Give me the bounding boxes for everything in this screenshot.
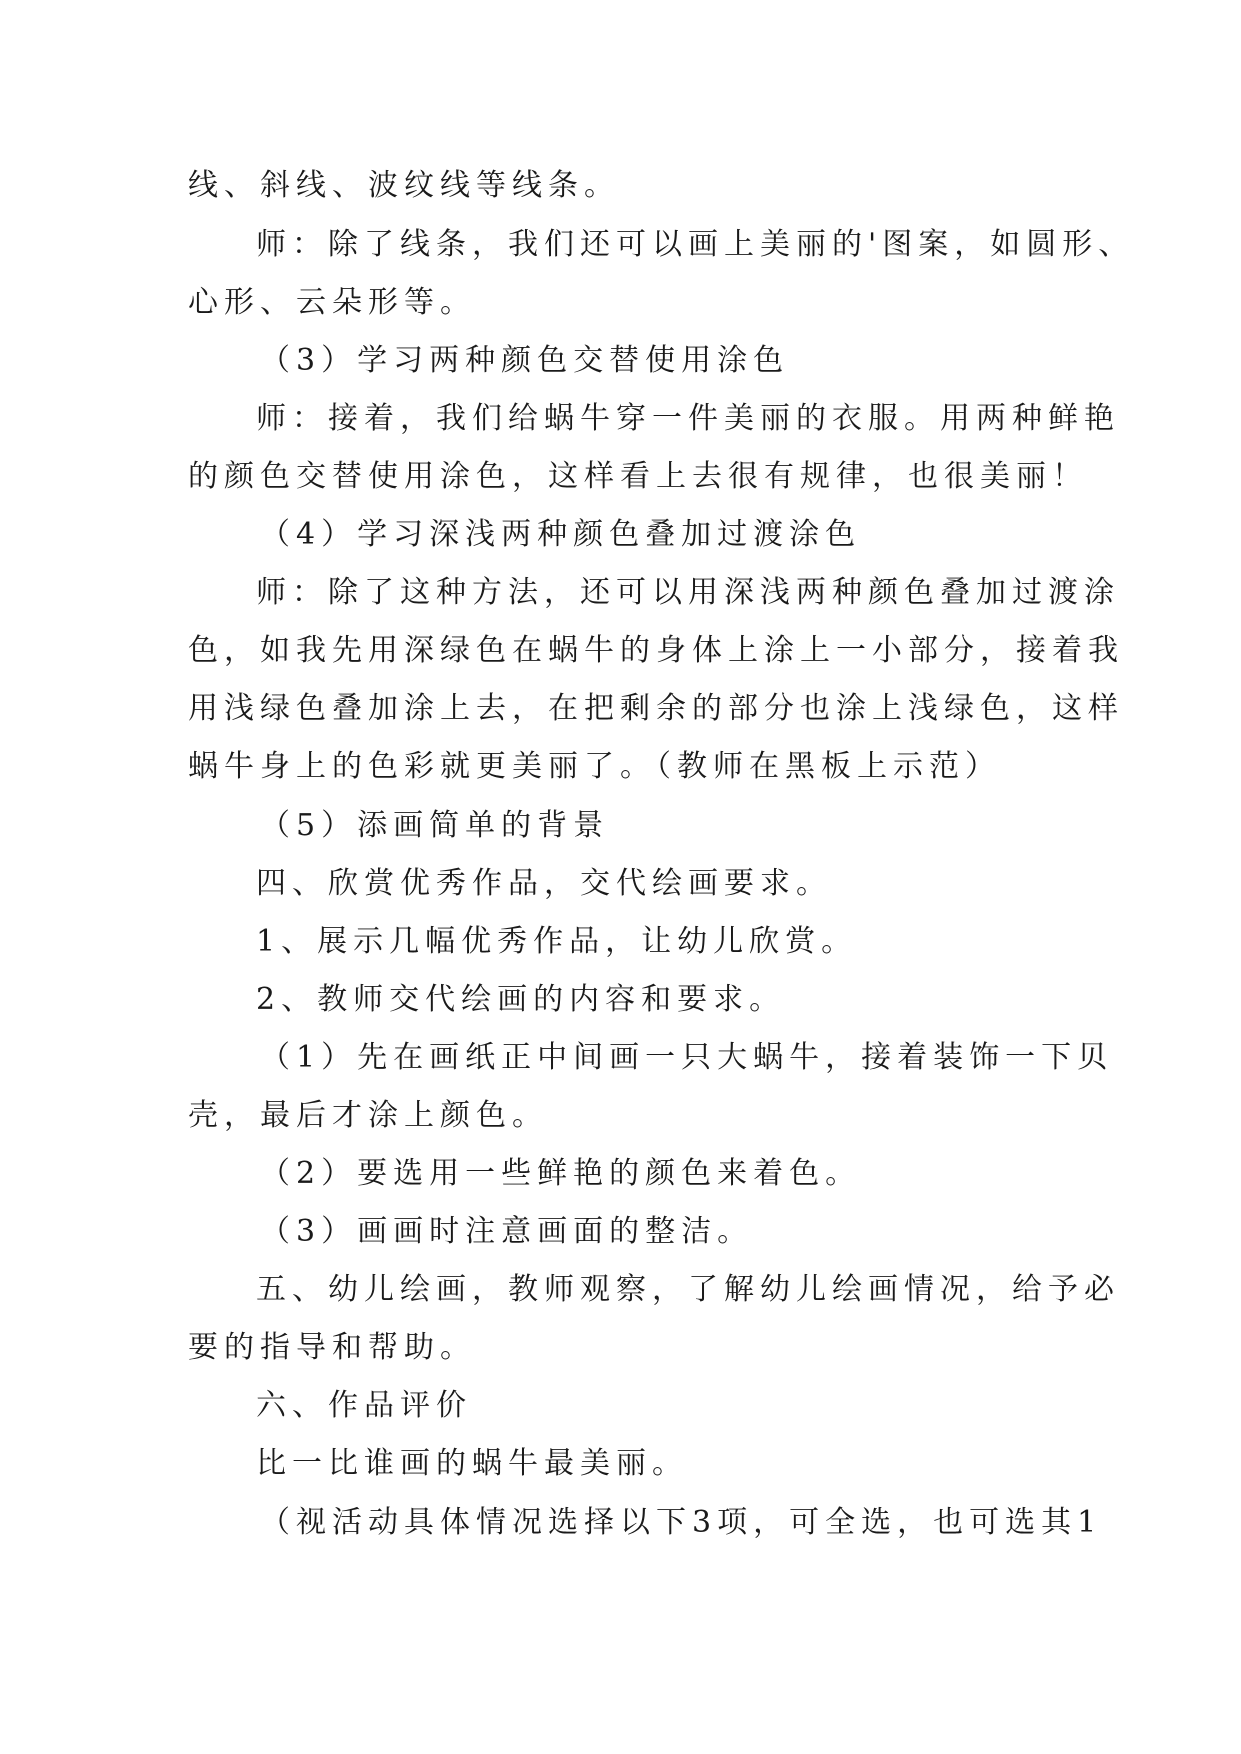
- text-line: 壳，最后才涂上颜色。: [188, 1098, 548, 1133]
- list-item: 1、展示几幅优秀作品，让幼儿欣赏。: [256, 924, 858, 959]
- text-line: 师：接着，我们给蜗牛穿一件美丽的衣服。用两种鲜艳: [256, 401, 1120, 436]
- section-heading: （5）添画简单的背景: [260, 808, 610, 843]
- text-line: 色，如我先用深绿色在蜗牛的身体上涂上一小部分，接着我: [188, 633, 1124, 668]
- section-heading: 六、作品评价: [256, 1388, 472, 1423]
- section-heading: 五、幼儿绘画，教师观察，了解幼儿绘画情况，给予必: [256, 1272, 1120, 1307]
- section-heading: （3）学习两种颜色交替使用涂色: [260, 343, 790, 378]
- text-line: 蜗牛身上的色彩就更美丽了。（教师在黑板上示范）: [188, 749, 1001, 784]
- list-item: （3）画画时注意画面的整洁。: [260, 1214, 754, 1249]
- text-line: 师：除了线条，我们还可以画上美丽的'图案，如圆形、: [256, 227, 1135, 262]
- text-line: （视活动具体情况选择以下3项，可全选，也可选其1: [260, 1505, 1103, 1540]
- text-line: 线、斜线、波纹线等线条。: [188, 168, 620, 203]
- text-line: 比一比谁画的蜗牛最美丽。: [256, 1446, 688, 1481]
- list-item: （2）要选用一些鲜艳的颜色来着色。: [260, 1156, 862, 1191]
- list-item: （1）先在画纸正中间画一只大蜗牛，接着装饰一下贝: [260, 1040, 1114, 1075]
- text-line: 用浅绿色叠加涂上去，在把剩余的部分也涂上浅绿色，这样: [188, 691, 1124, 726]
- section-heading: 四、欣赏优秀作品，交代绘画要求。: [256, 866, 832, 901]
- list-item: 2、教师交代绘画的内容和要求。: [256, 982, 786, 1017]
- section-heading: （4）学习深浅两种颜色叠加过渡涂色: [260, 517, 862, 552]
- text-line: 的颜色交替使用涂色，这样看上去很有规律，也很美丽！: [188, 459, 1088, 494]
- text-line: 心形、云朵形等。: [188, 285, 476, 320]
- text-line: 师：除了这种方法，还可以用深浅两种颜色叠加过渡涂: [256, 575, 1120, 610]
- text-line: 要的指导和帮助。: [188, 1330, 476, 1365]
